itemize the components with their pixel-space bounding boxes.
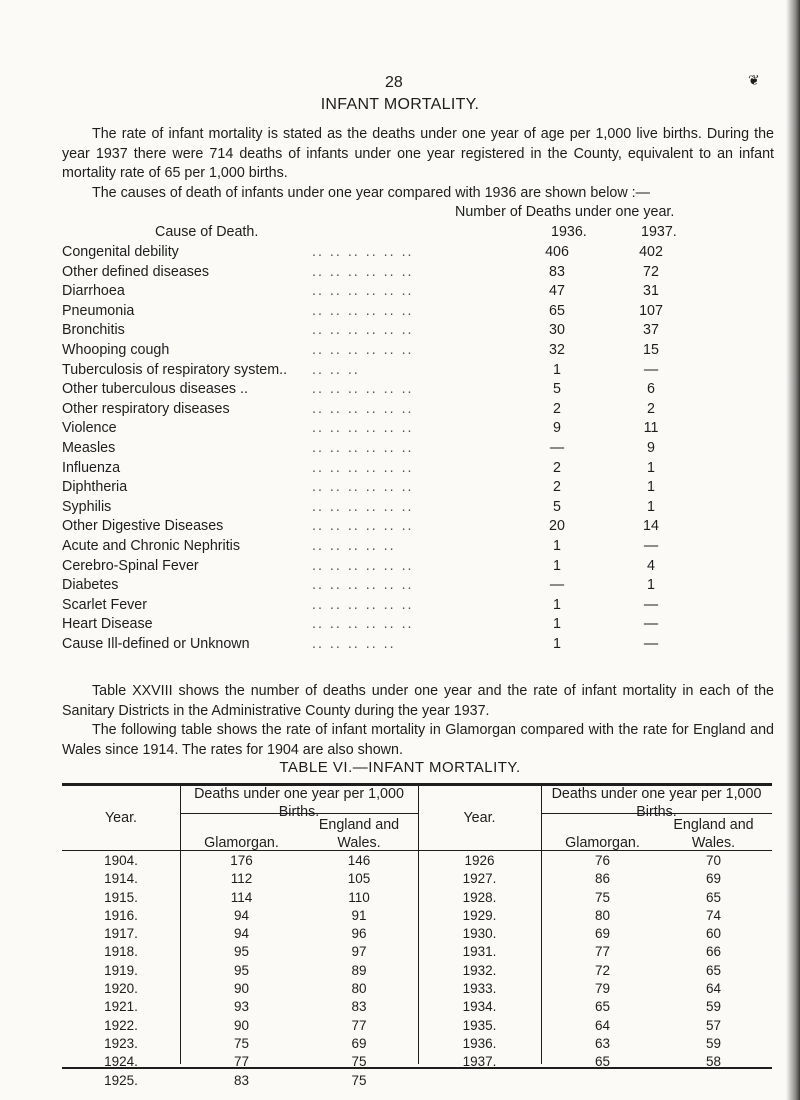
causes-group-header: Number of Deaths under one year. (455, 204, 675, 220)
england-wales-rate-cell: 69 (705, 871, 722, 887)
cause-label: Acute and Chronic Nephritis (62, 537, 241, 554)
year-cell: 1904. (104, 853, 138, 868)
glamorgan-rate-cell: 69 (594, 926, 611, 942)
england-wales-rate-cell: 75 (351, 1072, 367, 1088)
table-xxviii-paragraph: Table XXVIII shows the number of deaths under one year and the rate of infant mortality in each of the Sanitary Districts in the Administrative County during the year 1937. (62, 683, 774, 719)
cause-label: Whooping cough (62, 341, 170, 358)
cause-row (62, 459, 762, 479)
cause-row (62, 576, 762, 596)
deaths-1937: 11 (643, 420, 659, 437)
glamorgan-rate-cell: 79 (594, 981, 611, 997)
cause-row (62, 635, 762, 655)
year-cell: 1920. (104, 981, 138, 997)
england-wales-rate-cell: 146 (347, 853, 371, 868)
leader-dots: .. .. .. .. .. .. (312, 596, 414, 613)
deaths-1936: 65 (549, 302, 565, 319)
england-wales-rate-cell: 66 (705, 944, 722, 960)
leader-dots: .. .. .. .. .. .. (312, 439, 414, 456)
cause-row (62, 615, 762, 635)
cause-row (62, 498, 762, 518)
year-cell: 1936. (462, 1035, 497, 1051)
year-cell: 1928. (462, 889, 497, 905)
england-wales-rate-cell: 105 (347, 871, 371, 887)
cause-row (62, 361, 762, 381)
glamorgan-rate-cell: 95 (233, 962, 250, 978)
glamorgan-rate-cell: 83 (233, 1072, 250, 1088)
england-wales-column-header-left: England and Wales. (318, 817, 400, 851)
cause-row (62, 321, 762, 341)
page-edge-shadow (786, 0, 800, 1100)
comparison-paragraph: The following table shows the rate of infant mortality in Glamorgan compared with the rate for England and Wales since 1914. The rates for 1904 are also shown. (62, 722, 774, 758)
cause-row (62, 400, 762, 420)
leader-dots: .. .. .. .. .. (312, 635, 396, 652)
year-cell: 1933. (462, 981, 497, 997)
year-cell: 1925. (104, 1072, 138, 1088)
glamorgan-rate-cell: 90 (233, 1017, 250, 1033)
year-cell: 1917. (104, 926, 138, 942)
england-wales-rate-cell: 89 (351, 962, 367, 978)
table-row (62, 1053, 772, 1071)
deaths-1937: 107 (639, 302, 663, 319)
cause-column-header: Cause of Death. (155, 224, 259, 240)
deaths-1937: 6 (647, 381, 655, 398)
deaths-1937: — (643, 537, 659, 554)
deaths-1937: 31 (643, 283, 659, 300)
cause-label: Bronchitis (62, 322, 125, 339)
cause-label: Heart Disease (62, 616, 153, 633)
england-wales-rate-cell: 58 (705, 1054, 722, 1070)
glamorgan-rate-cell: 112 (230, 871, 253, 887)
leader-dots: .. .. .. .. .. .. (312, 459, 414, 476)
deaths-1936: 1 (553, 616, 561, 633)
glamorgan-rate-cell: 94 (233, 907, 250, 923)
deaths-1936: 2 (553, 459, 561, 476)
deaths-1936: 1 (553, 596, 561, 613)
leader-dots: .. .. .. .. .. .. (312, 244, 414, 260)
cause-row (62, 596, 762, 616)
deaths-1936: 30 (549, 322, 565, 339)
england-wales-rate-cell: 65 (705, 962, 722, 978)
year-cell: 1926 (464, 853, 495, 868)
england-wales-rate-cell: 96 (351, 926, 367, 942)
cause-label: Diarrhoea (62, 283, 125, 300)
deaths-1936: 9 (553, 420, 561, 437)
glamorgan-rate-cell: 65 (594, 1054, 611, 1070)
leader-dots: .. .. .. .. .. (312, 537, 396, 554)
england-wales-rate-cell: 74 (705, 907, 722, 923)
deaths-1936: 2 (553, 400, 561, 417)
deaths-1937: — (643, 361, 659, 378)
glamorgan-rate-cell: 86 (594, 871, 611, 887)
cause-label: Diabetes (62, 577, 119, 594)
cause-row (62, 263, 762, 283)
mortality-table (62, 852, 772, 1090)
year-cell: 1916. (104, 907, 138, 923)
glamorgan-rate-cell: 75 (233, 1035, 250, 1051)
deaths-1936: 1 (553, 635, 561, 652)
cause-row (62, 282, 762, 302)
england-wales-rate-cell: 65 (705, 889, 722, 905)
cause-row (62, 419, 762, 439)
cause-row (62, 517, 762, 537)
leader-dots: .. .. .. .. .. .. (312, 518, 414, 535)
leader-dots: .. .. .. .. .. .. (312, 498, 414, 515)
leader-dots: .. .. .. .. .. .. (312, 381, 414, 398)
deaths-1936: 406 (545, 244, 569, 260)
england-wales-rate-cell: 59 (705, 999, 722, 1015)
glamorgan-rate-cell: 72 (594, 962, 611, 978)
intro-paragraph: The rate of infant mortality is stated as the deaths under one year of age per 1,000 live births. During the year 1937 there were 714 deaths of infants under one year registered in the County, equivalent to an infant mortality rate of 65 per 1,000 births. (62, 126, 774, 182)
cause-row (62, 341, 762, 361)
glamorgan-rate-cell: 63 (594, 1035, 611, 1051)
leader-dots: .. .. .. .. .. .. (312, 479, 414, 496)
england-wales-rate-cell: 97 (351, 944, 367, 960)
year-column-header-right: Year. (463, 810, 496, 826)
deaths-1936: — (549, 439, 565, 456)
leader-dots: .. .. .. (312, 361, 360, 378)
cause-label: Scarlet Fever (62, 596, 148, 613)
england-wales-rate-cell: 69 (351, 1035, 367, 1051)
cause-label: Diphtheria (62, 479, 128, 496)
deaths-1936: 47 (549, 283, 565, 300)
deaths-1937: 72 (643, 263, 659, 280)
table-row (62, 889, 772, 907)
cause-label: Cause Ill-defined or Unknown (62, 635, 250, 652)
year-cell: 1930. (462, 926, 497, 942)
deaths-1937: 1 (647, 479, 655, 496)
year-cell: 1918. (104, 944, 138, 960)
table-row (62, 852, 772, 870)
deaths-1936: 1 (553, 557, 561, 574)
leader-dots: .. .. .. .. .. .. (312, 322, 414, 339)
cause-row (62, 439, 762, 459)
year-column-header-left: Year. (104, 810, 138, 826)
deaths-1936: 32 (549, 341, 565, 358)
england-wales-rate-cell: 64 (705, 981, 722, 997)
england-wales-rate-cell: 91 (351, 907, 367, 923)
cause-label: Violence (62, 420, 117, 437)
year-cell: 1937. (462, 1054, 497, 1070)
table-row (62, 1072, 772, 1090)
year-cell: 1924. (104, 1054, 138, 1070)
glamorgan-rate-cell: 64 (594, 1017, 611, 1033)
deaths-1937: 2 (647, 400, 655, 417)
cause-label: Other defined diseases (62, 263, 210, 280)
glamorgan-column-header-right: Glamorgan. (565, 835, 640, 851)
glamorgan-rate-cell: 77 (594, 944, 611, 960)
leader-dots: .. .. .. .. .. .. (312, 263, 414, 280)
cause-label: Tuberculosis of respiratory system.. (62, 361, 288, 378)
causes-table (62, 243, 762, 654)
year-cell: 1935. (462, 1017, 497, 1033)
deaths-1937: — (643, 616, 659, 633)
year-cell: 1934. (462, 999, 497, 1015)
cause-label: Measles (62, 439, 116, 456)
england-wales-rate-cell: 70 (705, 853, 722, 868)
deaths-1936: 1 (553, 361, 561, 378)
england-wales-rate-cell: 60 (705, 926, 722, 942)
cause-label: Pneumonia (62, 302, 135, 319)
glamorgan-rate-cell: 94 (233, 926, 250, 942)
year-1936-column-header: 1936. (551, 224, 587, 240)
leader-dots: .. .. .. .. .. .. (312, 420, 414, 437)
leader-dots: .. .. .. .. .. .. (312, 577, 414, 594)
table-row (62, 1017, 772, 1035)
deaths-1936: 2 (553, 479, 561, 496)
deaths-1936: — (549, 577, 565, 594)
leader-dots: .. .. .. .. .. .. (312, 400, 414, 417)
page-title: INFANT MORTALITY. (320, 96, 480, 113)
year-cell: 1921. (104, 999, 138, 1015)
year-cell: 1931. (462, 944, 497, 960)
cause-label: Influenza (62, 459, 121, 476)
leader-dots: .. .. .. .. .. .. (312, 616, 414, 633)
table-row (62, 1035, 772, 1053)
glamorgan-rate-cell: 114 (230, 889, 253, 905)
cause-label: Other respiratory diseases (62, 400, 230, 417)
leader-dots: .. .. .. .. .. .. (312, 341, 414, 358)
cause-label: Other Digestive Diseases (62, 518, 224, 535)
year-cell: 1914. (104, 871, 138, 887)
table-row (62, 925, 772, 943)
cause-row (62, 557, 762, 577)
deaths-1937: 1 (647, 459, 655, 476)
england-wales-rate-cell: 57 (705, 1017, 722, 1033)
glamorgan-rate-cell: 176 (230, 853, 253, 868)
page-number: 28 (385, 74, 403, 91)
year-cell: 1927. (462, 871, 497, 887)
table-row (62, 870, 772, 888)
england-wales-rate-cell: 110 (348, 889, 370, 905)
leader-dots: .. .. .. .. .. .. (312, 302, 414, 319)
deaths-1936: 5 (553, 498, 561, 515)
deaths-group-header-left: Deaths under one year per 1,000 Births. (194, 786, 404, 820)
glamorgan-rate-cell: 77 (233, 1054, 250, 1070)
england-wales-rate-cell: 77 (351, 1017, 367, 1033)
england-wales-rate-cell: 59 (705, 1035, 722, 1051)
deaths-1937: 14 (643, 518, 659, 535)
glamorgan-rate-cell: 65 (594, 999, 611, 1015)
mortality-table-title: TABLE VI.—INFANT MORTALITY. (279, 759, 521, 776)
cause-label: Other tuberculous diseases .. (62, 381, 248, 398)
table-row (62, 998, 772, 1016)
deaths-1937: 402 (639, 244, 663, 260)
deaths-1936: 20 (549, 518, 565, 535)
cause-row (62, 302, 762, 322)
deaths-1937: 1 (647, 577, 655, 594)
table-row (62, 962, 772, 980)
glamorgan-rate-cell: 95 (233, 944, 250, 960)
deaths-1937: 37 (643, 322, 659, 339)
year-cell: 1923. (104, 1035, 138, 1051)
year-cell: 1919. (104, 962, 138, 978)
deaths-1937: 15 (643, 341, 659, 358)
cause-label: Cerebro-Spinal Fever (62, 557, 199, 574)
cause-label: Congenital debility (62, 244, 179, 260)
cause-row (62, 537, 762, 557)
table-row (62, 943, 772, 961)
england-wales-rate-cell: 83 (351, 999, 367, 1015)
deaths-1936: 1 (553, 537, 561, 554)
deaths-1937: 9 (647, 439, 655, 456)
table-row (62, 980, 772, 998)
cause-label: Syphilis (62, 498, 112, 515)
glamorgan-rate-cell: 75 (594, 889, 611, 905)
glamorgan-column-header-left: Glamorgan. (204, 835, 279, 851)
leader-dots: .. .. .. .. .. .. (312, 283, 414, 300)
year-cell: 1932. (462, 962, 497, 978)
deaths-group-header-right: Deaths under one year per 1,000 Births. (551, 786, 762, 820)
year-cell: 1915. (104, 889, 138, 905)
england-wales-column-header-right: England and Wales. (673, 817, 754, 851)
glamorgan-rate-cell: 80 (594, 907, 611, 923)
deaths-1937: 1 (647, 498, 655, 515)
deaths-1937: — (643, 596, 659, 613)
deaths-1937: 4 (647, 557, 655, 574)
cause-row (62, 380, 762, 400)
england-wales-rate-cell: 80 (351, 981, 367, 997)
table-row (62, 907, 772, 925)
cause-row (62, 243, 762, 263)
deaths-1936: 83 (549, 263, 565, 280)
glamorgan-rate-cell: 76 (594, 853, 611, 868)
cause-row (62, 478, 762, 498)
glamorgan-rate-cell: 90 (233, 981, 250, 997)
year-cell: 1929. (462, 907, 497, 923)
deaths-1936: 5 (553, 381, 561, 398)
england-wales-rate-cell: 75 (351, 1054, 367, 1070)
deaths-1937: — (643, 635, 659, 652)
glamorgan-rate-cell: 93 (233, 999, 250, 1015)
causes-intro-paragraph: The causes of death of infants under one year compared with 1936 are shown below :— (92, 185, 650, 201)
year-1937-column-header: 1937. (641, 224, 677, 240)
ornament-icon: ❦ (748, 72, 760, 88)
leader-dots: .. .. .. .. .. .. (312, 557, 414, 574)
year-cell: 1922. (104, 1017, 138, 1033)
